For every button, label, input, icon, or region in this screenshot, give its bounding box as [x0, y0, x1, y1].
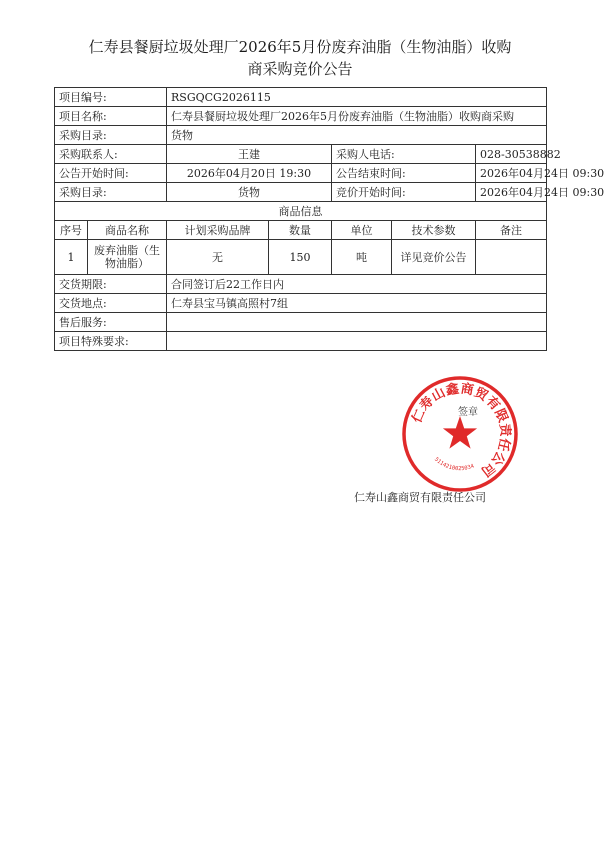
- project-no-value: RSGQCG2026115: [167, 88, 547, 107]
- catalog2-value: 货物: [167, 183, 332, 202]
- row-delivery-place: [55, 294, 547, 313]
- catalog2-label: 采购目录:: [55, 183, 167, 202]
- row-catalog: [55, 126, 547, 145]
- title-line-1: 仁寿县餐厨垃圾处理厂2026年5月份废弃油脂（生物油脂）收购: [88, 38, 512, 56]
- goods-header-row: [55, 221, 547, 240]
- row-delivery-period: [55, 275, 547, 294]
- goods-name: 废弃油脂（生物油脂）: [88, 240, 167, 275]
- seal-ring-text: 仁寿山鑫商贸有限责任公司: [409, 381, 513, 480]
- row-bid-start: [55, 183, 547, 202]
- special-req-value: [167, 332, 547, 351]
- notice-end-value: 2026年04月24日 09:30: [476, 164, 547, 183]
- goods-brand: 无: [167, 240, 269, 275]
- seal-code: 5114210025034: [433, 456, 476, 473]
- goods-qty: 150: [269, 240, 332, 275]
- project-no-label: 项目编号:: [55, 88, 167, 107]
- notice-start-label: 公告开始时间:: [55, 164, 167, 183]
- goods-note: [476, 240, 547, 275]
- delivery-period-value: 合同签订后22工作日内: [167, 275, 547, 294]
- catalog-value: 货物: [167, 126, 547, 145]
- company-seal: [402, 376, 518, 492]
- header-name: 商品名称: [88, 221, 167, 240]
- delivery-place-label: 交货地点:: [55, 294, 167, 313]
- row-special-req: [55, 332, 547, 351]
- special-req-label: 项目特殊要求:: [55, 332, 167, 351]
- after-sales-label: 售后服务:: [55, 313, 167, 332]
- after-sales-value: [167, 313, 547, 332]
- header-no: 序号: [55, 221, 88, 240]
- row-after-sales: [55, 313, 547, 332]
- phone-value: 028-30538882: [476, 145, 547, 164]
- header-note: 备注: [476, 221, 547, 240]
- row-project-no: [55, 88, 547, 107]
- contact-value: 王建: [167, 145, 332, 164]
- project-name-value: 仁寿县餐厨垃圾处理厂2026年5月份废弃油脂（生物油脂）收购商采购: [167, 107, 547, 126]
- notice-end-label: 公告结束时间:: [332, 164, 476, 183]
- row-project-name: [55, 107, 547, 126]
- notice-start-value: 2026年04月20日 19:30: [167, 164, 332, 183]
- delivery-place-value: 仁寿县宝马镇高照村7组: [167, 294, 547, 313]
- row-notice-times: [55, 164, 547, 183]
- bid-start-value: 2026年04月24日 09:30: [476, 183, 547, 202]
- goods-section-title: 商品信息: [55, 202, 547, 221]
- star-icon: [443, 416, 477, 449]
- announcement-table: [54, 87, 604, 351]
- row-goods-section: [55, 202, 547, 221]
- header-spec: 技术参数: [392, 221, 476, 240]
- goods-no: 1: [55, 240, 88, 275]
- page-title: [0, 36, 600, 80]
- contact-label: 采购联系人:: [55, 145, 167, 164]
- header-qty: 数量: [269, 221, 332, 240]
- goods-spec: 详见竞价公告: [392, 240, 476, 275]
- goods-row: [55, 240, 547, 275]
- project-name-label: 项目名称:: [55, 107, 167, 126]
- header-brand: 计划采购品牌: [167, 221, 269, 240]
- catalog-label: 采购目录:: [55, 126, 167, 145]
- row-contact: [55, 145, 547, 164]
- seal-label: 签章: [458, 407, 478, 418]
- header-unit: 单位: [332, 221, 392, 240]
- company-name: 仁寿山鑫商贸有限责任公司: [354, 491, 486, 504]
- goods-unit: 吨: [332, 240, 392, 275]
- bid-start-label: 竞价开始时间:: [332, 183, 476, 202]
- phone-label: 采购人电话:: [332, 145, 476, 164]
- title-line-2: 商采购竞价公告: [247, 60, 353, 78]
- delivery-period-label: 交货期限:: [55, 275, 167, 294]
